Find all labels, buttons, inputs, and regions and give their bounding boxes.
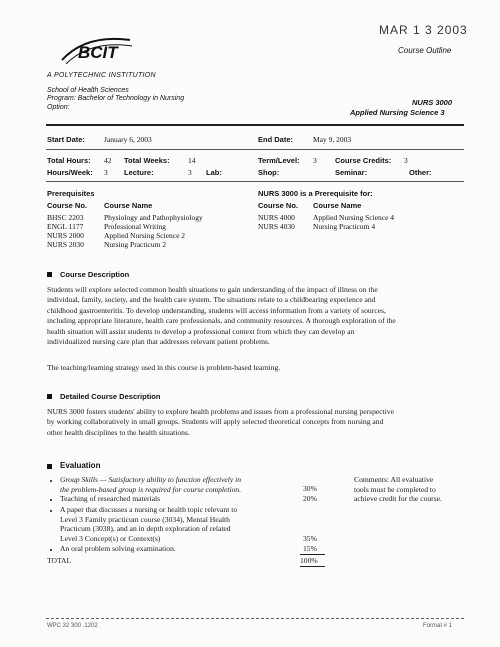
lecture-value: 3 (188, 168, 192, 177)
comment-line: achieve credit for the course. (354, 494, 442, 504)
list-bullet-icon (50, 510, 52, 512)
prerequisite-for-heading: NURS 3000 is a Prerequisite for: (258, 189, 373, 198)
total-hours-value: 42 (104, 156, 112, 165)
total-rule (300, 554, 325, 555)
prereq-course-name: Applied Nursing Science 2 (104, 231, 186, 240)
detailed-description-text (47, 407, 394, 438)
description-line: including appropriate literature, health care professionals, and community resources. A thorough exploration of the (47, 316, 396, 326)
detailed-line: NURS 3000 fosters students' ability to explore health problems and issues from a professional nursing perspective (47, 407, 395, 416)
start-date-value: January 6, 2003 (104, 135, 152, 144)
logo-text: BCIT (78, 43, 118, 62)
evaluation-weight: 20% (303, 494, 317, 503)
detailed-line: other health disciplines to the health situations. (47, 427, 190, 437)
prereq-for-course-name: Applied Nursing Science 4 (313, 213, 395, 222)
section-bullet-icon (47, 272, 52, 277)
prereq-course-no: NURS 2000 (47, 231, 84, 240)
course-credits-label: Course Credits: (335, 156, 392, 165)
section-bullet-icon (47, 464, 52, 469)
prereq-col-course-name: Course Name (104, 201, 153, 210)
evaluation-comments (354, 475, 442, 504)
end-date-label: End Date: (258, 135, 294, 144)
evaluation-item-text: Group Skills — Satisfactory ability to function effectively in (60, 475, 242, 484)
section-bullet-icon (47, 394, 52, 399)
bcit-logo (56, 30, 136, 70)
detailed-description-heading: Detailed Course Description (60, 392, 161, 401)
course-title: Applied Nursing Science 3 (350, 108, 445, 117)
lecture-label: Lecture: (124, 168, 154, 177)
info-divider (46, 149, 464, 150)
evaluation-heading: Evaluation (60, 461, 101, 470)
evaluation-item-text: A paper that discusses a nursing or health topic relevant to (60, 505, 238, 514)
evaluation-item (60, 505, 237, 543)
bcit-logo-icon (56, 30, 136, 70)
course-code: NURS 3000 (412, 98, 453, 107)
program-name: Program: Bachelor of Technology in Nursing (47, 95, 185, 102)
total-hours-label: Total Hours: (47, 156, 91, 165)
list-bullet-icon (50, 499, 52, 501)
teaching-strategy-text: The teaching/learning strategy used in this course is problem-based learning. (47, 363, 281, 372)
school-name: School of Health Sciences (47, 87, 129, 94)
detailed-line: by working collaboratively in small groups. Students will apply selected theoretical concepts from nursing and (47, 417, 384, 427)
total-weeks-value: 14 (188, 156, 196, 165)
end-date-value: May 9, 2003 (313, 135, 352, 144)
hours-week-label: Hours/Week: (47, 168, 93, 177)
term-level-label: Term/Level: (258, 156, 300, 165)
start-date-label: Start Date: (47, 135, 85, 144)
list-bullet-icon (50, 480, 52, 482)
comment-line: tools must be completed to (354, 484, 436, 494)
comment-line: Comments: All evaluative (354, 475, 434, 484)
course-credits-value: 3 (404, 156, 408, 165)
prereq-for-course-no: NURS 4000 (258, 213, 295, 222)
evaluation-item-text: the problem-based group is required for course completion. (60, 484, 242, 494)
header-rule (46, 124, 464, 126)
description-line: individual, family, society, and the health care system. The situations relate to a childbearing experience and (47, 295, 376, 305)
total-weeks-label: Total Weeks: (124, 156, 170, 165)
prereq-course-name: Nursing Practicum 2 (104, 240, 167, 249)
footer-file-code: WPC 32 300 .1202 (47, 623, 98, 629)
prereq-for-col-course-no: Course No. (258, 201, 299, 210)
evaluation-weight: 15% (303, 544, 317, 553)
evaluation-item-text: Level 3 Concept(s) or Context(s) (60, 533, 161, 543)
prereq-course-name: Professional Writing (104, 222, 166, 231)
prereq-col-course-no: Course No. (47, 201, 88, 210)
total-double-rule (300, 566, 325, 567)
hours-week-value: 3 (104, 168, 108, 177)
prereq-course-no: BHSC 2203 (47, 213, 84, 222)
prereq-course-no: ENGL 1177 (47, 222, 84, 231)
polytechnic-tagline: A POLYTECHNIC INSTITUTION (47, 72, 156, 79)
document-type-label: Course Outline (398, 46, 452, 55)
prerequisites-heading: Prerequisites (47, 189, 95, 198)
received-date-stamp: MAR 1 3 2003 (379, 23, 468, 37)
evaluation-weight: 35% (303, 534, 317, 543)
seminar-label: Seminar: (335, 168, 368, 177)
total-weight: 100% (300, 556, 318, 565)
other-label: Other: (409, 168, 432, 177)
evaluation-item-text: An oral problem solving examination. (60, 544, 176, 553)
course-description-text (47, 285, 396, 347)
course-description-heading: Course Description (60, 270, 130, 279)
prereq-for-course-name: Nursing Practicum 4 (313, 222, 376, 231)
evaluation-item (60, 475, 241, 494)
evaluation-item-text: Level 3 Family practicum course (3034), Mental Health (60, 514, 230, 524)
lab-label: Lab: (206, 168, 222, 177)
shop-label: Shop: (258, 168, 280, 177)
total-label: TOTAL (47, 556, 72, 565)
description-line: individualized nursing care plan that addresses relevant patient problems. (47, 337, 270, 347)
list-bullet-icon (50, 549, 52, 551)
term-level-value: 3 (313, 156, 317, 165)
evaluation-item-text: Practicum (3038), and an in depth exploration of related (60, 524, 231, 533)
description-line: childhood gastroenteritis. To develop understanding, students will access information from a variety of sources, (47, 305, 386, 315)
description-line: Students will explore selected common health situations to gain understanding of the impact of illness on the (47, 285, 378, 294)
prereq-course-no: NURS 2030 (47, 240, 84, 249)
footer-rule (46, 618, 464, 619)
option-label: Option: (47, 104, 70, 111)
prereq-for-course-no: NURS 4030 (258, 222, 295, 231)
prereq-course-name: Physiology and Pathophysiology (104, 213, 203, 222)
info-bottom-rule (46, 181, 464, 182)
evaluation-item-text: Teaching of researched materials (60, 494, 161, 503)
evaluation-weight: 30% (303, 484, 317, 493)
footer-format: Format # 1 (423, 623, 453, 629)
prereq-for-col-course-name: Course Name (313, 201, 362, 210)
description-line: health situation will assist students to develop a professional context from which they can develop an (47, 326, 355, 336)
